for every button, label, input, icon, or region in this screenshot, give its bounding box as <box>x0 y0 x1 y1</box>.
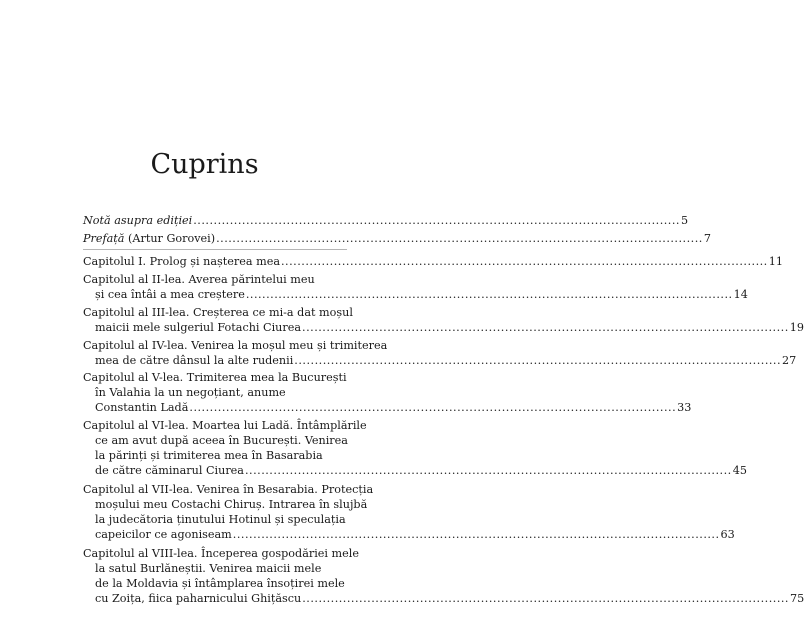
toc-line: capeicilor ce agoniseam <box>95 528 232 541</box>
toc-page-number: 14 <box>733 288 748 301</box>
toc-entry-chapter-6 <box>83 418 747 478</box>
toc-line: maicii mele sulgeriul Fotachi Ciurea <box>95 321 302 334</box>
dot-leader: ........................................................................................................................ <box>294 354 782 367</box>
toc-line: la satul Burlăneștii. Venirea maicii mele <box>95 562 322 575</box>
toc-line: Capitolul al VII-lea. Venirea în Besarabia. Protecția <box>83 483 374 496</box>
toc-line: cu Zoița, fiica paharnicului Ghițăscu <box>95 592 302 605</box>
toc-entry-title: Notă asupra ediției <box>83 214 193 227</box>
toc-page-number: 5 <box>680 214 689 227</box>
toc-page-number: 63 <box>720 528 735 541</box>
toc-line: mea de către dânsul la alte rudenii <box>95 354 294 367</box>
toc-line: Constantin Ladă <box>95 401 189 414</box>
toc-page-number: 33 <box>677 401 692 414</box>
toc-line: la părinți și trimiterea mea în Basarabia <box>95 449 323 462</box>
toc-line: Capitolul I. Prolog și nașterea mea <box>83 255 280 268</box>
toc-line: Capitolul al V-lea. Trimiterea mea la București <box>83 371 347 384</box>
page-title: Cuprins <box>150 149 259 180</box>
dot-leader: ........................................................................................................................ <box>244 464 732 477</box>
dot-leader: ........................................................................................................................ <box>189 401 677 414</box>
toc-page-number: 19 <box>789 321 804 334</box>
toc-page-number: 27 <box>782 354 797 367</box>
dot-leader: ........................................................................................................................ <box>216 232 703 245</box>
toc-entry-front-1 <box>83 213 689 228</box>
toc-line: Capitolul al VIII-lea. Începerea gospodăriei mele <box>83 547 359 560</box>
toc-page-number: 45 <box>732 464 747 477</box>
toc-entry-subtitle: (Artur Gorovei) <box>124 232 216 245</box>
toc-page-number: 11 <box>768 255 783 268</box>
toc-line: de la Moldavia și întâmplarea însoțirei mele <box>95 577 345 590</box>
toc-line: moșului meu Costachi Chiruș. Intrarea în slujbă <box>95 498 368 511</box>
toc-entry-chapter-3 <box>83 305 804 335</box>
toc-page-number: 7 <box>703 232 711 245</box>
toc-line: în Valahia la un negoțiant, anume <box>95 386 286 399</box>
toc-line: și cea întâi a mea creștere <box>95 288 245 301</box>
toc-line: Capitolul al II-lea. Averea părintelui meu <box>83 273 315 286</box>
dot-leader: ........................................................................................................................ <box>245 288 733 301</box>
toc-entry-chapter-1 <box>83 254 783 269</box>
toc-line: la judecătoria ținutului Hotinul și speculația <box>95 513 346 526</box>
toc-entry-chapter-4 <box>83 338 797 368</box>
toc-entry-title: Prefață <box>83 232 125 245</box>
toc-line: Capitolul al III-lea. Creșterea ce mi-a dat moșul <box>83 306 353 319</box>
toc-entry-front-2 <box>83 231 711 246</box>
section-divider <box>83 249 347 250</box>
dot-leader: ........................................................................................................................ <box>281 255 768 268</box>
dot-leader: ........................................................................................................................ <box>302 321 789 334</box>
toc-line: Capitolul al IV-lea. Venirea la moșul meu și trimiterea <box>83 339 388 352</box>
toc-page-number: 75 <box>790 592 804 605</box>
toc-entry-chapter-7 <box>83 482 735 542</box>
dot-leader: ........................................................................................................................ <box>232 528 720 541</box>
toc-entry-chapter-2 <box>83 272 748 302</box>
toc-entry-chapter-5 <box>83 370 692 415</box>
dot-leader: ........................................................................................................................ <box>302 592 789 605</box>
toc-line: ce am avut după aceea în București. Venirea <box>95 434 348 447</box>
toc-line: Capitolul al VI-lea. Moartea lui Ladă. Întâmplările <box>83 419 367 432</box>
toc-line: de către căminarul Ciurea <box>95 464 244 477</box>
toc-entry-chapter-8 <box>83 546 804 606</box>
dot-leader: ........................................................................................................................ <box>193 214 680 227</box>
